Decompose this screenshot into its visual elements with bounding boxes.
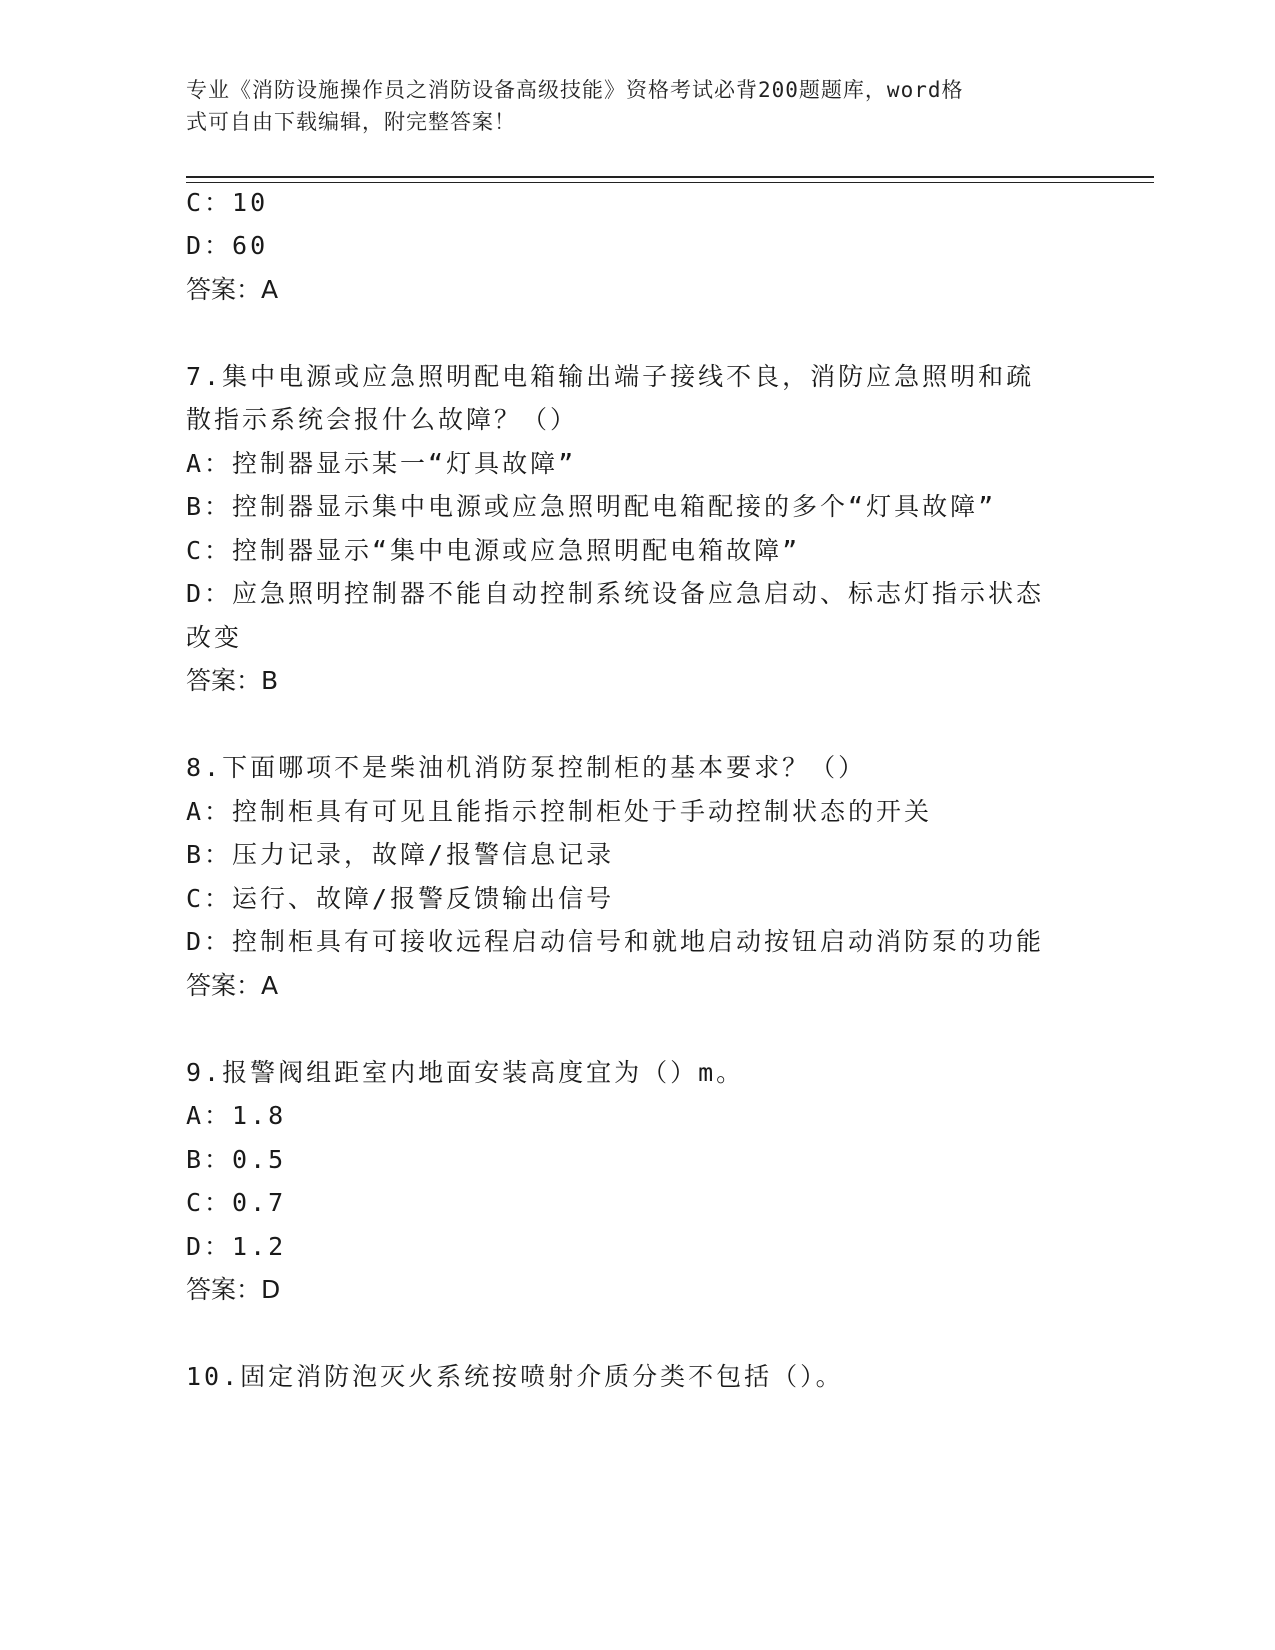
q8-option-c: C：运行、故障/报警反馈输出信号 bbox=[186, 884, 615, 913]
header-divider-thin bbox=[186, 182, 1154, 183]
q8-stem: 8.下面哪项不是柴油机消防泵控制柜的基本要求？（） bbox=[186, 753, 867, 782]
header-line-2: 式可自由下载编辑，附完整答案！ bbox=[186, 110, 516, 134]
prev-option-d: D：60 bbox=[186, 231, 269, 260]
q8-answer: 答案：A bbox=[186, 971, 279, 1000]
q7-option-c: C：控制器显示“集中电源或应急照明配电箱故障” bbox=[186, 536, 801, 565]
q7-option-d-line-1: D：应急照明控制器不能自动控制系统设备应急启动、标志灯指示状态 bbox=[186, 579, 1045, 608]
prev-answer: 答案：A bbox=[186, 275, 279, 304]
header-line-1: 专业《消防设施操作员之消防设备高级技能》资格考试必背200题题库，word格 bbox=[186, 78, 964, 102]
q9-option-a: A：1.8 bbox=[186, 1101, 287, 1130]
q9-option-d: D：1.2 bbox=[186, 1232, 287, 1261]
q7-stem-line-2: 散指示系统会报什么故障？（） bbox=[186, 405, 579, 434]
q9-option-c: C：0.7 bbox=[186, 1188, 287, 1217]
q7-stem-line-1: 7.集中电源或应急照明配电箱输出端子接线不良，消防应急照明和疏 bbox=[186, 362, 1035, 391]
q7-option-d-line-2: 改变 bbox=[186, 623, 243, 652]
q10-stem: 10.固定消防泡灭火系统按喷射介质分类不包括（）。 bbox=[186, 1362, 844, 1391]
document-header bbox=[186, 74, 1066, 138]
q9-option-b: B：0.5 bbox=[186, 1145, 287, 1174]
q9-stem: 9.报警阀组距室内地面安装高度宜为（）m。 bbox=[186, 1058, 745, 1087]
q8-option-b: B：压力记录，故障/报警信息记录 bbox=[186, 840, 615, 869]
q7-answer: 答案：B bbox=[186, 666, 279, 695]
header-divider-thick bbox=[186, 176, 1154, 178]
prev-option-c: C：10 bbox=[186, 188, 269, 217]
q8-option-d: D：控制柜具有可接收远程启动信号和就地启动按钮启动消防泵的功能 bbox=[186, 927, 1045, 956]
q8-option-a: A：控制柜具有可见且能指示控制柜处于手动控制状态的开关 bbox=[186, 797, 933, 826]
q9-answer: 答案：D bbox=[186, 1275, 281, 1304]
q7-option-a: A：控制器显示某一“灯具故障” bbox=[186, 449, 577, 478]
q7-option-b: B：控制器显示集中电源或应急照明配电箱配接的多个“灯具故障” bbox=[186, 492, 997, 521]
